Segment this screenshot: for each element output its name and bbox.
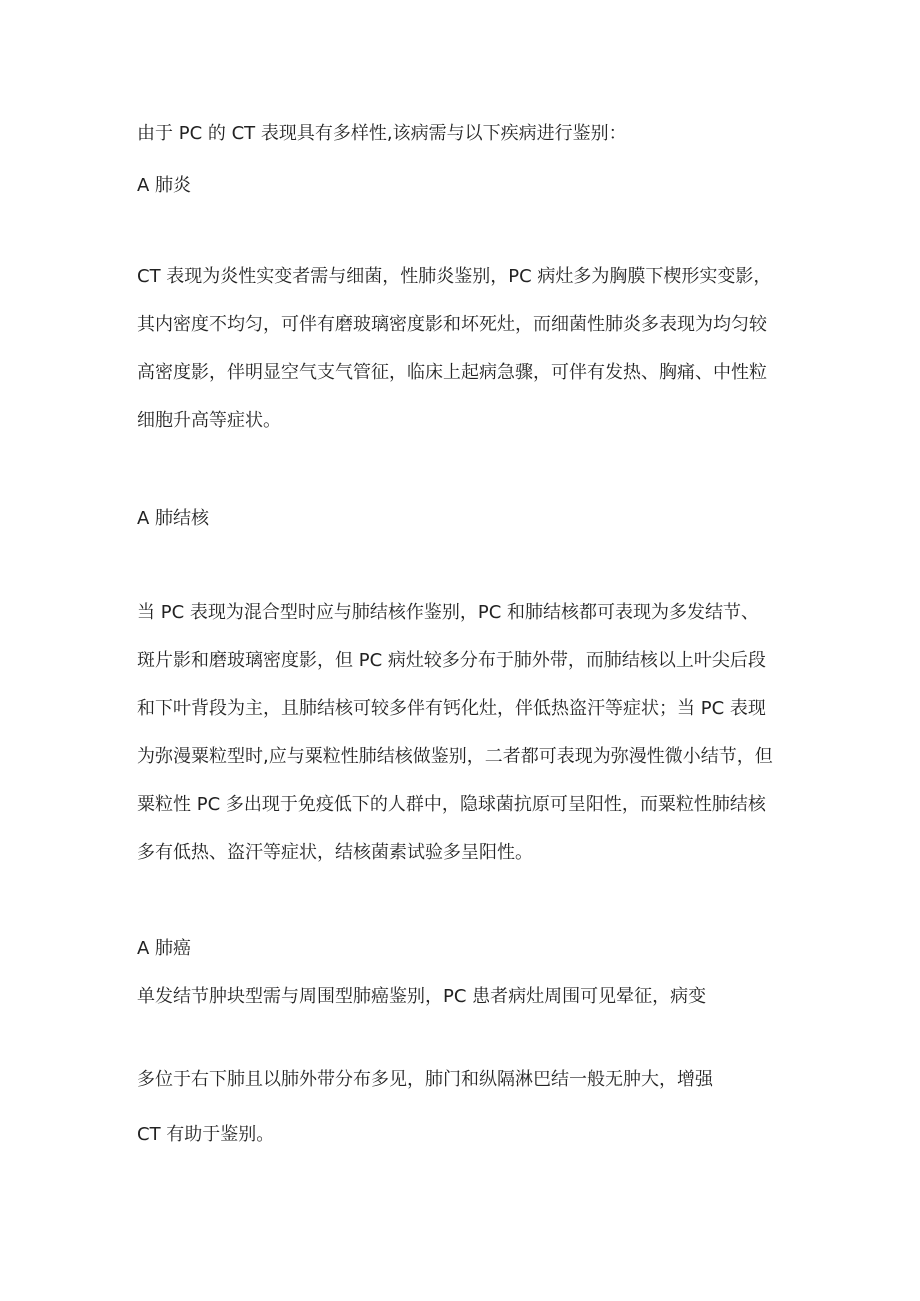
section-heading-lung-cancer: A 肺癌 bbox=[137, 938, 192, 959]
pneumonia-line: 高密度影，伴明显空气支气管征，临床上起病急骤，可伴有发热、胸痛、中性粒 bbox=[137, 362, 767, 383]
lung-cancer-line: 单发结节肿块型需与周围型肺癌鉴别，PC 患者病灶周围可见晕征，病变 bbox=[137, 986, 707, 1007]
tuberculosis-line: 和下叶背段为主，且肺结核可较多伴有钙化灶，伴低热盗汗等症状；当 PC 表现 bbox=[137, 698, 766, 719]
pneumonia-line: 细胞升高等症状。 bbox=[137, 410, 281, 431]
tuberculosis-line: 粟粒性 PC 多出现于免疫低下的人群中，隐球菌抗原可呈阳性，而粟粒性肺结核 bbox=[137, 794, 766, 815]
pneumonia-line: 其内密度不均匀，可伴有磨玻璃密度影和坏死灶，而细菌性肺炎多表现为均匀较 bbox=[137, 314, 767, 335]
section-heading-pneumonia: A 肺炎 bbox=[137, 175, 192, 196]
lung-cancer-line: 多位于右下肺且以肺外带分布多见，肺门和纵隔淋巴结一般无肿大，增强 bbox=[137, 1069, 713, 1090]
tuberculosis-line: 当 PC 表现为混合型时应与肺结核作鉴别，PC 和肺结核都可表现为多发结节、 bbox=[137, 602, 760, 623]
intro-text: 由于 PC 的 CT 表现具有多样性,该病需与以下疾病进行鉴别： bbox=[137, 123, 627, 144]
tuberculosis-line: 斑片影和磨玻璃密度影，但 PC 病灶较多分布于肺外带，而肺结核以上叶尖后段 bbox=[137, 650, 766, 671]
tuberculosis-line: 为弥漫粟粒型时,应与粟粒性肺结核做鉴别，二者都可表现为弥漫性微小结节，但 bbox=[137, 746, 773, 767]
pneumonia-line: CT 表现为炎性实变者需与细菌，性肺炎鉴别，PC 病灶多为胸膜下楔形实变影， bbox=[137, 266, 772, 287]
tuberculosis-line: 多有低热、盗汗等症状，结核菌素试验多呈阳性。 bbox=[137, 842, 533, 863]
section-heading-tuberculosis: A 肺结核 bbox=[137, 508, 210, 529]
lung-cancer-line: CT 有助于鉴别。 bbox=[137, 1124, 275, 1145]
